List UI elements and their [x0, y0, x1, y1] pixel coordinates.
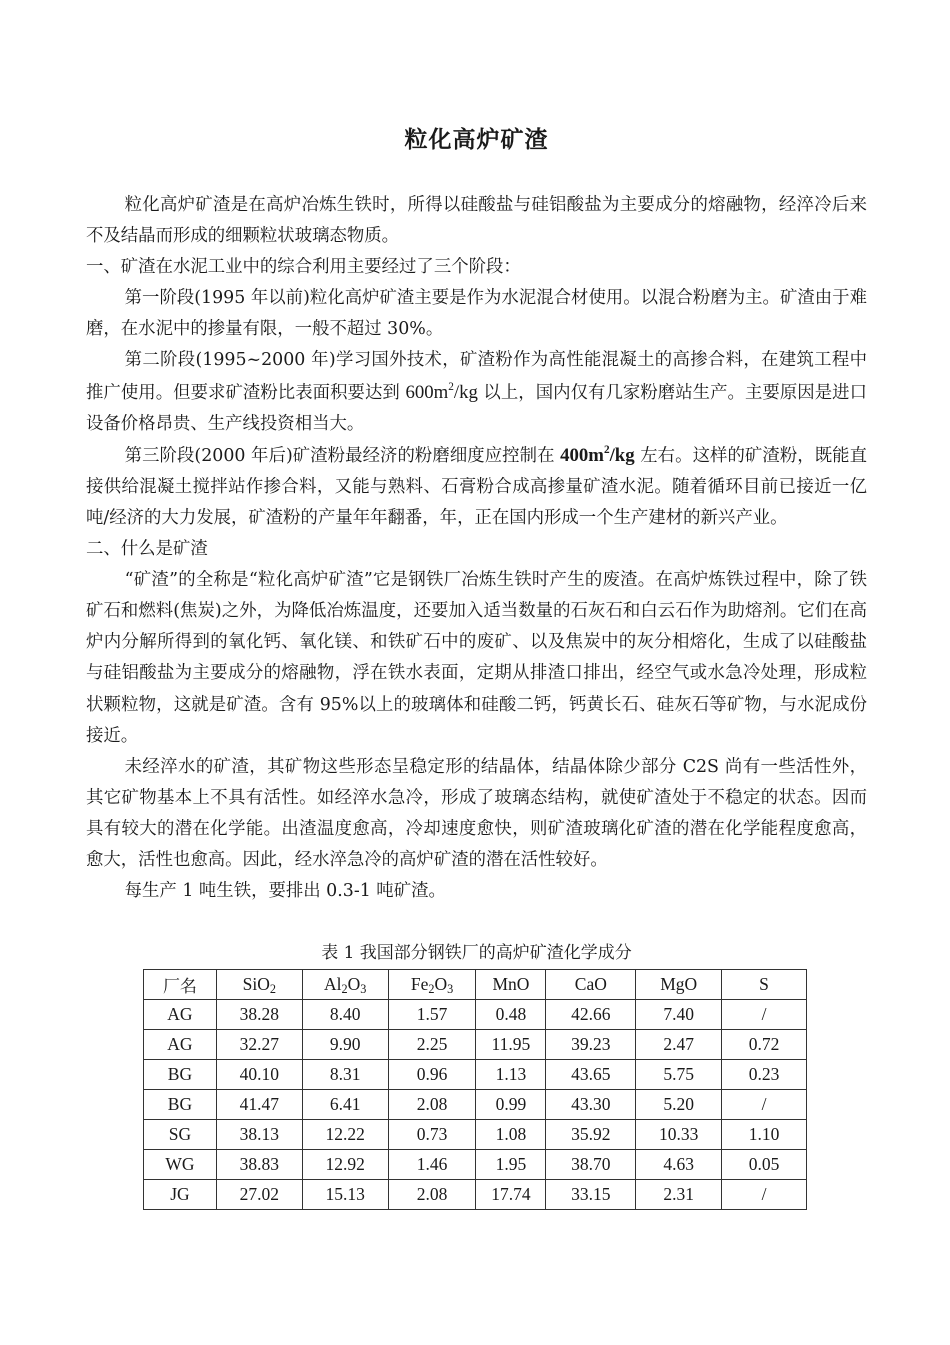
cell-mgo: 5.20 — [636, 1090, 722, 1120]
cell-plant-name: BG — [144, 1090, 217, 1120]
header-fe2o3-tail: O — [434, 974, 448, 994]
cell-cao: 33.15 — [546, 1180, 636, 1210]
stage-3-text-after: 左右。这样的矿渣粉，既能直接供给混凝土搅拌站作掺合料，又能与熟料、石膏粉合成高掺量矿渣水泥。随着循环目前已接近一亿吨/经济的大力发展，矿渣粉的产量年年翻番，年，正在国内形成一个生产建材的新兴产业。 — [86, 445, 868, 528]
table-row — [144, 1030, 807, 1060]
cell-sulfur: 0.05 — [722, 1150, 807, 1180]
cell-al2o3: 12.92 — [302, 1150, 388, 1180]
stage-3-fineness-number: 400m — [560, 444, 604, 466]
table-row — [144, 1120, 807, 1150]
stage-2-fineness-value — [405, 382, 477, 403]
cell-sulfur: / — [722, 1090, 807, 1120]
header-fe2o3-subscript-2: 3 — [447, 982, 454, 997]
document-title: 粒化高炉矿渣 — [404, 127, 549, 153]
paragraph-stage-3 — [86, 440, 867, 534]
cell-mno: 0.48 — [476, 1000, 546, 1030]
cell-al2o3: 12.22 — [302, 1120, 388, 1150]
cell-plant-name: AG — [144, 1000, 217, 1030]
cell-fe2o3: 1.46 — [388, 1150, 476, 1180]
header-mno: MnO — [476, 970, 546, 1000]
header-sio2-base: SiO — [242, 974, 270, 994]
header-sulfur: S — [722, 970, 807, 1000]
cell-mno: 1.13 — [476, 1060, 546, 1090]
header-al2o3-tail: O — [347, 974, 361, 994]
cell-sio2: 38.13 — [216, 1120, 302, 1150]
header-al2o3-subscript-1: 2 — [341, 982, 348, 997]
cell-plant-name: JG — [144, 1180, 217, 1210]
header-plant-name: 厂名 — [144, 970, 217, 1000]
stage-3-fineness-exponent: 2 — [603, 443, 610, 456]
paragraph-stage-1: 第一阶段(1995 年以前)粒化高炉矿渣主要是作为水泥混合材使用。以混合粉磨为主。矿渣由于难磨，在水泥中的掺量有限，一般不超过 30%。 — [86, 288, 867, 340]
cell-sio2: 38.28 — [216, 1000, 302, 1030]
stage-2-text-after: 以上，国内仅有几家粉磨站生产。主要原因是进口设备价格昂贵、生产线投资相当大。 — [86, 382, 867, 434]
header-sio2-subscript: 2 — [269, 982, 276, 997]
cell-fe2o3: 2.08 — [388, 1180, 476, 1210]
paragraph-activity: 未经淬水的矿渣，其矿物这些形态呈稳定形的结晶体，结晶体除少部分 C2S 尚有一些活性外，其它矿物基本上不具有活性。如经淬水急冷，形成了玻璃态结构，就使矿渣处于不稳定的状态。因而具有较大的潜在化学能。出渣温度愈高，冷却速度愈快，则矿渣玻璃化矿渣的潜在化学能程度愈高，愈大，活性也愈高。因此，经水淬急冷的高炉矿渣的潜在活性较好。 — [86, 756, 867, 870]
cell-fe2o3: 1.57 — [388, 1000, 476, 1030]
cell-sulfur: / — [722, 1000, 807, 1030]
stage-3-fineness-value — [560, 445, 635, 466]
cell-fe2o3: 0.73 — [388, 1120, 476, 1150]
cell-mno: 17.74 — [476, 1180, 546, 1210]
table-body — [144, 1000, 807, 1210]
table-row — [144, 1090, 807, 1120]
cell-mgo: 4.63 — [636, 1150, 722, 1180]
paragraph-definition: “矿渣”的全称是“粒化高炉矿渣”它是钢铁厂冶炼生铁时产生的废渣。在高炉炼铁过程中，除了铁矿石和燃料(焦炭)之外，为降低冶炼温度，还要加入适当数量的石灰石和白云石作为助熔剂。它们在高炉内分解所得到的氧化钙、氧化镁、和铁矿石中的废矿、以及焦炭中的灰分相熔化，生成了以硅酸盐与硅铝酸盐为主要成分的熔融物，浮在铁水表面，定期从排渣口排出，经空气或水急冷处理，形成粒状颗粒物，这就是矿渣。含有 95%以上的玻璃体和硅酸二钙，钙黄长石、硅灰石等矿物，与水泥成份接近。 — [86, 570, 867, 746]
header-cao: CaO — [546, 970, 636, 1000]
table-header-row — [144, 970, 807, 1000]
cell-plant-name: WG — [144, 1150, 217, 1180]
cell-cao: 39.23 — [546, 1030, 636, 1060]
table-row — [144, 1150, 807, 1180]
cell-fe2o3: 2.08 — [388, 1090, 476, 1120]
cell-plant-name: AG — [144, 1030, 217, 1060]
cell-sio2: 32.27 — [216, 1030, 302, 1060]
paragraph-stage-2 — [86, 345, 867, 439]
header-mgo: MgO — [636, 970, 722, 1000]
cell-mgo: 7.40 — [636, 1000, 722, 1030]
cell-plant-name: SG — [144, 1120, 217, 1150]
cell-fe2o3: 0.96 — [388, 1060, 476, 1090]
header-al2o3-base: Al — [323, 974, 342, 994]
cell-al2o3: 8.40 — [302, 1000, 388, 1030]
cell-cao: 35.92 — [546, 1120, 636, 1150]
header-al2o3-subscript-2: 3 — [360, 982, 367, 997]
cell-sio2: 40.10 — [216, 1060, 302, 1090]
cell-mno: 11.95 — [476, 1030, 546, 1060]
cell-fe2o3: 2.25 — [388, 1030, 476, 1060]
cell-cao: 38.70 — [546, 1150, 636, 1180]
cell-al2o3: 9.90 — [302, 1030, 388, 1060]
cell-mno: 0.99 — [476, 1090, 546, 1120]
cell-plant-name: BG — [144, 1060, 217, 1090]
slag-composition-table — [143, 969, 807, 1210]
paragraph-output: 每生产 1 吨生铁，要排出 0.3-1 吨矿渣。 — [124, 881, 446, 902]
cell-mgo: 5.75 — [636, 1060, 722, 1090]
table-row — [144, 1060, 807, 1090]
document-body — [86, 190, 867, 907]
cell-al2o3: 8.31 — [302, 1060, 388, 1090]
cell-mgo: 2.47 — [636, 1030, 722, 1060]
cell-al2o3: 15.13 — [302, 1180, 388, 1210]
cell-mno: 1.08 — [476, 1120, 546, 1150]
section-heading-2: 二、什么是矿渣 — [86, 539, 208, 560]
cell-cao: 43.65 — [546, 1060, 636, 1090]
header-fe2o3-base: Fe — [410, 974, 429, 994]
cell-mno: 1.95 — [476, 1150, 546, 1180]
cell-mgo: 10.33 — [636, 1120, 722, 1150]
header-sio2 — [216, 970, 302, 1000]
cell-sulfur: 1.10 — [722, 1120, 807, 1150]
cell-al2o3: 6.41 — [302, 1090, 388, 1120]
header-fe2o3 — [388, 970, 476, 1000]
stage-3-text-before: 第三阶段(2000 年后)矿渣粉最经济的粉磨细度应控制在 — [124, 445, 561, 466]
cell-mgo: 2.31 — [636, 1180, 722, 1210]
cell-sio2: 41.47 — [216, 1090, 302, 1120]
header-fe2o3-subscript-1: 2 — [428, 982, 435, 997]
stage-3-fineness-unit: /kg — [609, 444, 635, 466]
stage-2-fineness-exponent: 2 — [448, 380, 454, 393]
section-heading-1: 一、矿渣在水泥工业中的综合利用主要经过了三个阶段： — [86, 257, 521, 278]
table-row — [144, 1000, 807, 1030]
stage-2-fineness-number: 600m — [405, 381, 449, 403]
cell-sio2: 27.02 — [216, 1180, 302, 1210]
cell-cao: 43.30 — [546, 1090, 636, 1120]
table-caption: 表 1 我国部分钢铁厂的高炉矿渣化学成分 — [321, 943, 632, 963]
cell-sulfur: 0.23 — [722, 1060, 807, 1090]
stage-2-text-before: 第二阶段(1995~2000 年)学习国外技术，矿渣粉作为高性能混凝土的高掺合料，在建筑工程中推广使用。但要求矿渣粉比表面积要达到 — [86, 350, 867, 403]
stage-2-fineness-unit: /kg — [453, 381, 478, 403]
cell-sio2: 38.83 — [216, 1150, 302, 1180]
table-row — [144, 1180, 807, 1210]
cell-cao: 42.66 — [546, 1000, 636, 1030]
paragraph-intro: 粒化高炉矿渣是在高炉冶炼生铁时，所得以硅酸盐与硅铝酸盐为主要成分的熔融物，经淬冷后来不及结晶而形成的细颗粒状玻璃态物质。 — [86, 195, 867, 247]
cell-sulfur: 0.72 — [722, 1030, 807, 1060]
cell-sulfur: / — [722, 1180, 807, 1210]
header-al2o3 — [302, 970, 388, 1000]
